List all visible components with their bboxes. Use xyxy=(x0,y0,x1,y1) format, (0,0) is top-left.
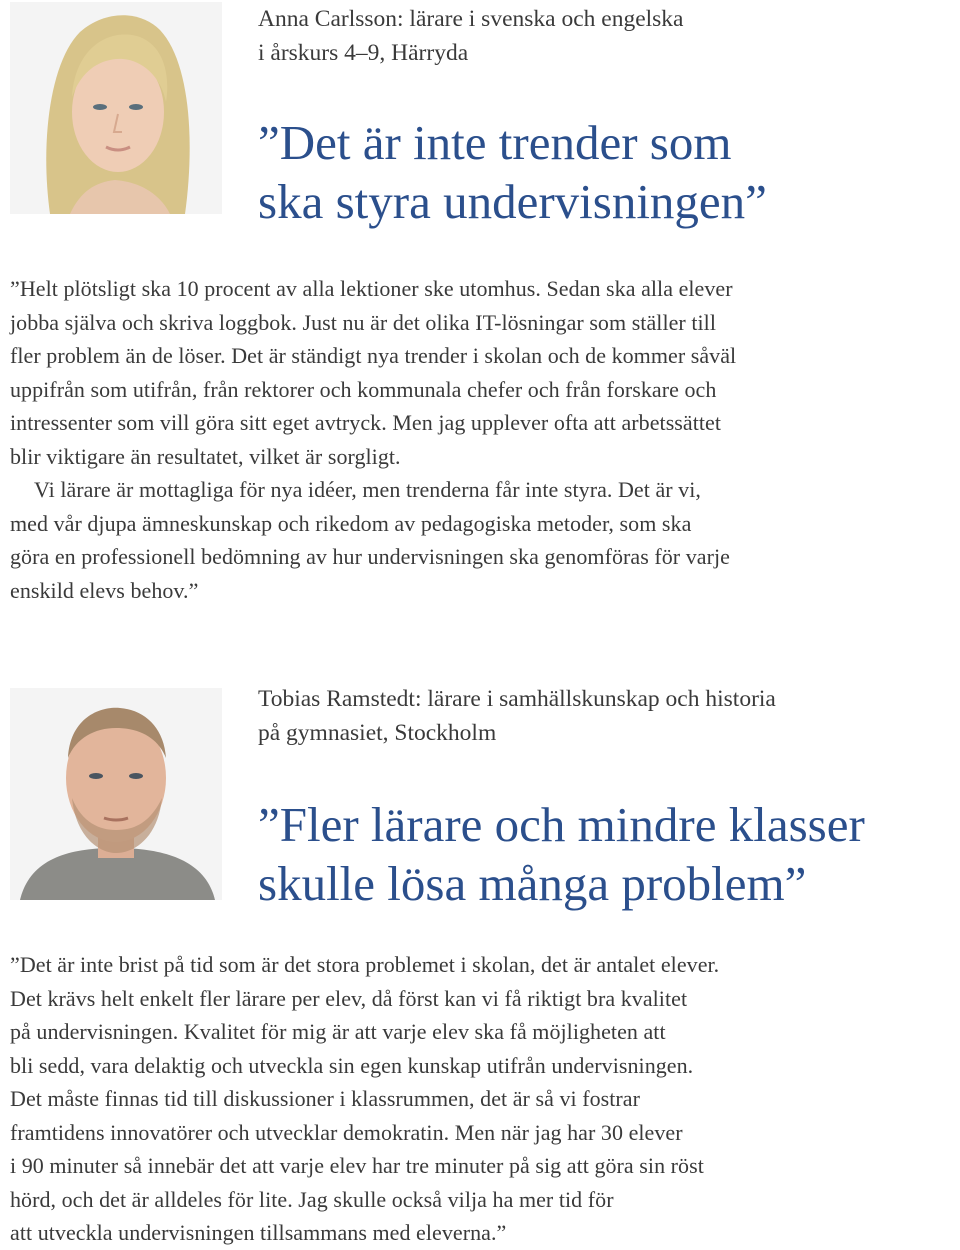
byline-line: Anna Carlsson: lärare i svenska och engelska xyxy=(258,6,684,32)
body-text-2 xyxy=(10,948,960,1250)
headline-line: ”Fler lärare och mindre klasser xyxy=(258,797,865,852)
body-line: ”Det är inte brist på tid som är det stora problemet i skolan, det är antalet elever. xyxy=(10,952,720,977)
body-line: göra en professionell bedömning av hur undervisningen ska genomföras för varje xyxy=(10,544,730,569)
body-line: jobba själva och skriva loggbok. Just nu är det olika IT-lösningar som ställer till xyxy=(10,309,717,335)
byline-line: i årskurs 4–9, Härryda xyxy=(258,40,469,66)
portrait-photo-tobias xyxy=(10,688,222,900)
headline-line: ska styra undervisningen” xyxy=(258,174,767,229)
body-line: Det måste finnas tid till diskussioner i klassrummen, det är så vi fostrar xyxy=(10,1086,640,1111)
headline-2 xyxy=(258,795,865,913)
portrait-man-image xyxy=(10,688,222,900)
body-line: framtidens innovatörer och utvecklar demokratin. Men när jag har 30 elever xyxy=(10,1119,683,1145)
body-line: på undervisningen. Kvalitet för mig är att varje elev ska få möjligheten att xyxy=(10,1019,666,1044)
headline-1 xyxy=(258,113,767,231)
body-line: i 90 minuter så innebär det att varje elev har tre minuter på sig att göra sin röst xyxy=(10,1153,704,1178)
author-byline-1 xyxy=(258,2,683,70)
body-text-1 xyxy=(10,272,960,607)
body-line: ”Helt plötsligt ska 10 procent av alla lektioner ske utomhus. Sedan ska alla elever xyxy=(10,276,733,301)
body-line: Det krävs helt enkelt fler lärare per elev, då först kan vi få riktigt bra kvalitet xyxy=(10,985,688,1011)
body-line: blir viktigare än resultatet, vilket är sorgligt. xyxy=(10,443,401,469)
headline-line: skulle lösa många problem” xyxy=(258,856,807,911)
body-line: att utveckla undervisningen tillsammans med eleverna.” xyxy=(10,1220,507,1245)
body-line: Vi lärare är mottagliga för nya idéer, men trenderna får inte styra. Det är vi, xyxy=(34,477,701,502)
portrait-woman-image xyxy=(10,2,222,214)
portrait-photo-anna xyxy=(10,2,222,214)
body-line: intressenter som vill göra sitt eget avtryck. Men jag upplever ofta att arbetssättet xyxy=(10,410,722,435)
headline-line: ”Det är inte trender som xyxy=(258,115,732,170)
author-byline-2 xyxy=(258,682,776,750)
body-line: hörd, och det är alldeles för lite. Jag skulle också vilja ha mer tid för xyxy=(10,1186,614,1212)
body-line: med vår djupa ämneskunskap och rikedom av pedagogiska metoder, som ska xyxy=(10,510,692,536)
byline-line: Tobias Ramstedt: lärare i samhällskunskap och historia xyxy=(258,686,776,712)
body-line: bli sedd, vara delaktig och utveckla sin egen kunskap utifrån undervisningen. xyxy=(10,1052,694,1078)
body-line: uppifrån som utifrån, från rektorer och kommunala chefer och från forskare och xyxy=(10,376,717,402)
body-line: fler problem än de löser. Det är ständigt nya trender i skolan och de kommer såväl xyxy=(10,343,737,368)
byline-line: på gymnasiet, Stockholm xyxy=(258,720,497,746)
body-line: enskild elevs behov.” xyxy=(10,577,199,603)
